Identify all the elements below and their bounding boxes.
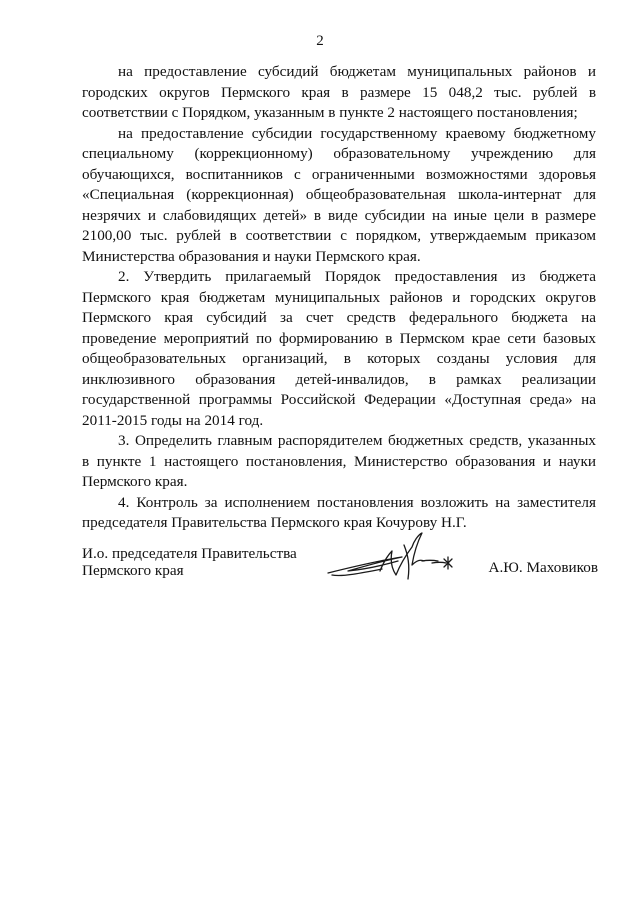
handwritten-signature [322,531,482,591]
paragraph-approve-procedure: 2. Утвердить прилагаемый Порядок предоставления из бюджета Пермского края бюджетам муниципальных районов и городских округов Пермского края субсидий за счет средств федерального бюджета на проведение мероприятий по формированию в Пермском крае сети базовых общеобразовательных организаций, в которых созданы условия для инклюзивного образования детей-инвалидов, в рамках реализации государственной программы Российской Федерации «Доступная среда» на 2011-2015 годы на 2014 год. [82,268,596,429]
signatory-name: А.Ю. Маховиков [488,559,598,576]
signatory-position [82,545,322,579]
page-number: 2 [316,33,324,49]
paragraph-control: 4. Контроль за исполнением постановления возложить на заместителя председателя Правительства Пермского края Кочурову Н.Г. [82,493,596,531]
document-body [82,62,596,534]
paragraph-budget-administrator: 3. Определить главным распорядителем бюджетных средств, указанных в пункте 1 настоящего постановления, Министерство образования и науки Пермского края. [82,432,596,490]
paragraph-subsidy-municipal: на предоставление субсидий бюджетам муниципальных районов и городских округов Пермского края в размере 15 048,2 тыс. рублей в соответствии с Порядком, указанным в пункте 2 настоящего постановления; [82,63,596,121]
signatory-position-line-2: Пермского края [82,562,184,579]
signatory-position-line-1: И.о. председателя Правительства [82,545,297,562]
paragraph-subsidy-boarding-school: на предоставление субсидии государственному краевому бюджетному специальному (коррекционному) образовательному учреждению для обучающихся, воспитанников с ограниченными возможностями здоровья «Специальная (коррекционная) общеобразовательная школа-интернат для незрячих и слабовидящих детей» в виде субсидии на иные цели в размере 2100,00 тыс. рублей в соответствии с порядком, утверждаемым приказом Министерства образования и науки Пермского края. [82,124,596,265]
signature-block [82,545,598,595]
